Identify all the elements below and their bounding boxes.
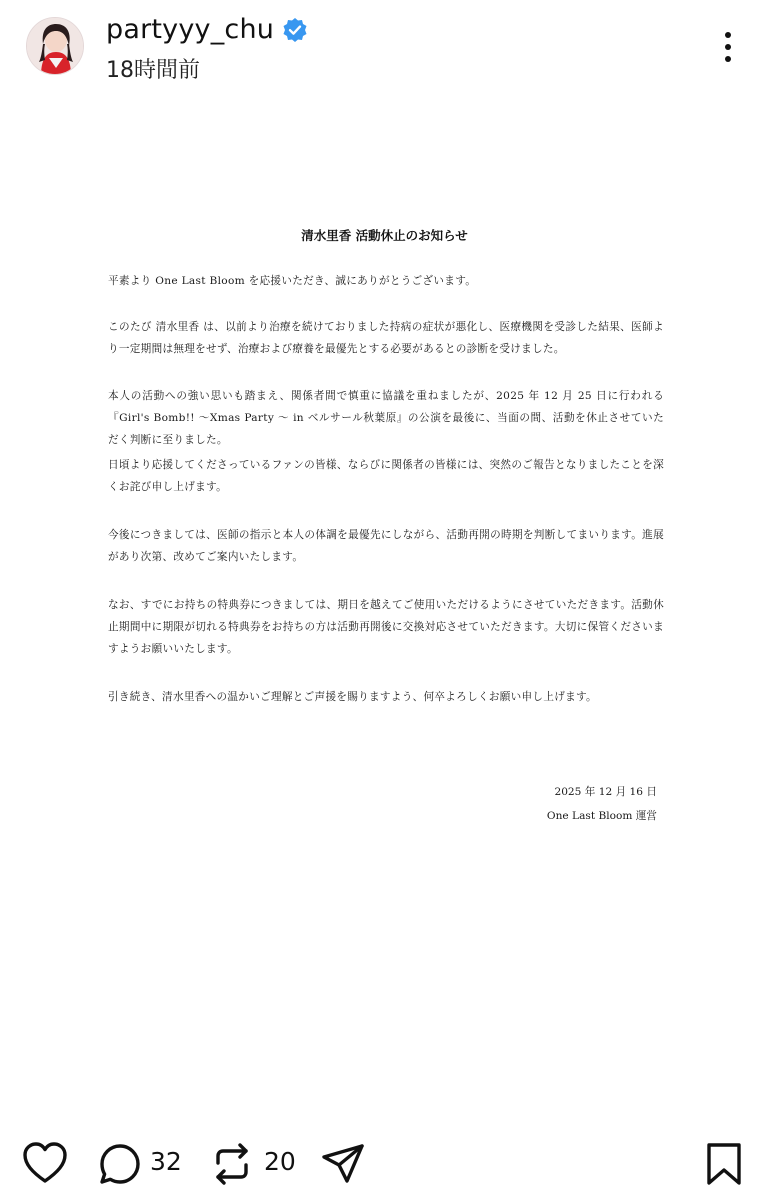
- avatar[interactable]: [26, 17, 84, 75]
- post-header: [0, 0, 769, 100]
- more-vertical-icon[interactable]: [714, 30, 742, 64]
- document-paragraph: 今後につきましては、医師の指示と本人の体調を最優先にしながら、活動再開の時期を判断してまいります。進展があり次第、改めてご案内いたします。: [108, 529, 664, 563]
- document-paragraph: 引き続き、清水里香への温かいご理解とご声援を賜りますよう、何卒よろしくお願い申し上げます。: [108, 691, 597, 703]
- verified-badge-icon: [282, 17, 308, 43]
- document-paragraph: 日頃より応援してくださっているファンの皆様、ならびに関係者の皆様には、突然のご報告となりましたことを深くお詫び申し上げます。: [108, 459, 664, 493]
- post-actions-bar: [0, 1130, 769, 1200]
- document-paragraph: 平素より One Last Bloom を応援いただき、誠にありがとうございます。: [108, 275, 477, 287]
- document-paragraph: このたび 清水里香 は、以前より治療を続けておりました持病の症状が悪化し、医療機関を受診した結果、医師より一定期間は無理をせず、治療および療養を最優先とする必要があるとの診断を受けました。: [108, 321, 664, 355]
- repost-icon[interactable]: [210, 1141, 254, 1191]
- heart-icon[interactable]: [22, 1141, 68, 1189]
- post-time: 18時間前: [106, 58, 200, 83]
- bookmark-icon[interactable]: [704, 1141, 744, 1191]
- username[interactable]: partyyy_chu: [106, 14, 275, 45]
- send-icon[interactable]: [320, 1141, 366, 1191]
- document-paragraph: なお、すでにお持ちの特典券につきましては、期日を越えてご使用いただけるようにさせていただきます。活動休止期間中に期限が切れる特典券をお持ちの方は活動再開後に交換対応させていただきます。大切に保管くださいますようお願いいたします。: [108, 599, 664, 655]
- document-date: 2025 年 12 月 16 日: [554, 786, 657, 798]
- repost-count: 20: [264, 1147, 296, 1176]
- document-title: 清水里香 活動休止のお知らせ: [301, 228, 468, 243]
- document-paragraph: 本人の活動への強い思いも踏まえ、関係者間で慎重に協議を重ねましたが、2025 年 12 月 25 日に行われる『Girl's Bomb!! 〜Xmas Party 〜 in ベルサール秋葉原』の公演を最後に、当面の間、活動を休止させていただく判断に至りました。: [108, 390, 664, 446]
- comment-icon[interactable]: [97, 1141, 143, 1191]
- document-organization: One Last Bloom 運営: [546, 810, 657, 822]
- post-image-document[interactable]: [0, 100, 769, 1130]
- comment-count: 32: [150, 1147, 182, 1176]
- profile-avatar: [27, 18, 84, 75]
